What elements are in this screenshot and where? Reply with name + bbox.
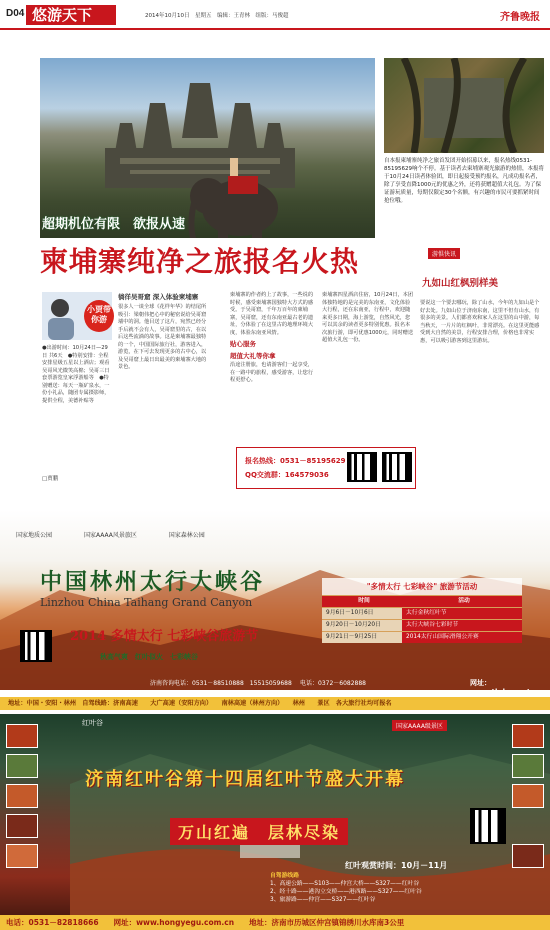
row-date: 9月20日－10月20日 [322, 620, 402, 631]
page-header [0, 0, 550, 30]
ad-badges [16, 530, 235, 539]
gift-heading: 超值大礼等你拿 [230, 351, 276, 360]
ad-contact: 济南咨询电话：0531－88510888 15515059688 [150, 680, 292, 687]
angkor-photo [40, 58, 375, 238]
newspaper-logo: 齐鲁晚报 [500, 12, 540, 23]
ad-phone: 电话：0372－6082888 [300, 680, 366, 687]
photo-thumb [6, 784, 38, 808]
photo-thumb [512, 724, 544, 748]
photo-thumb [6, 754, 38, 778]
festival-name: 2014 多情太行 七彩峡谷旅游节 [70, 629, 259, 644]
side-tag: 游惧快讯 [428, 248, 460, 259]
photo-thumb [512, 784, 544, 808]
qr-code [20, 630, 52, 662]
route-item: 1、高速公路——S103——仲宫大桥——S327——红叶谷 [270, 881, 420, 887]
row-date: 9月6日－10月6日 [322, 608, 402, 619]
qr-code [347, 452, 377, 482]
ad-english-title: Linzhou China Taihang Grand Canyon [40, 596, 253, 609]
intro-paragraph: 自本报柬埔寨纯净之旅首发团开始招募以来，报名热线0531-85195629响个不停。基于读者去柬埔寨观光旅游的热情，本报将于10月24日读者体验团，即日起接受预约报名，凡成功报名者，除了享受直降1000元的优惠之外，还将获赠超值大礼包。为了保证游玩质量，每期仅限定30个名额，有兴趣的市民可要抓紧时间抢位哦。 [384, 158, 544, 204]
route-item: 3、旅游路——仲宫——S327——红叶谷 [270, 897, 376, 903]
elephant-illustration [180, 148, 290, 238]
row-event: 2014太行山国际滑翔公开赛 [402, 632, 522, 643]
header-meta: 2014年10月10日 星期五 编辑：王青林 组版：马俊超 [145, 13, 289, 19]
ad-slogan: 秋高气爽 红叶似火 七彩峡谷 [100, 653, 198, 661]
article-body-1: 很多人一谈全球《花样年华》的结尾所吸引：梁朝伟把心中的秘密说给吴哥窟墙中的洞。他目送了这片，宛然已经分手后就不会有人，吴哥窟里的古，在以后这些流淌的故事。这是柬埔寨最独特的一个，中国国际旅行社，游客进入，游览，在下可去发现更多的古中心，以及吴哥窟上最日出最美的柬埔寨大地的景色。 [118, 304, 207, 370]
tree-roots-illustration [384, 58, 544, 153]
article-column-2 [230, 292, 318, 385]
table-header [322, 595, 522, 607]
ad2-footer: 电话：0531－82818666 网址：www.hongyegu.com.cn 地址：济南市历城区仲宫镇锦绣川水库南3公里 [0, 915, 550, 930]
side-title: 九如山红枫别样美 [422, 278, 499, 289]
article-column-3: 柬埔寨四星酒店住宿，10月24日，本团体独特地的是完美的东南亚，文化体验大行程，还在东南亚，行程中，欢迎随来更多日期，海上游览，自然风光，您可以其余的读者更多特别优惠。报名本次旅行游，即可优惠1000元，同时赠送超值大礼包一份。 [322, 292, 414, 343]
directions-bar: 地址：中国・安阳・林州 自驾线路：济南高速 大广高速（安阳方向） 南林高速（林州方向） 林州 景区 各大旅行社均可报名 [0, 697, 550, 710]
driving-routes [270, 872, 450, 904]
table-title: "多情太行 七彩峡谷" 旅游节活动 [366, 582, 478, 591]
ad-title: 中国林州太行大峡谷 [40, 569, 266, 595]
row-event: 太行大峡谷七彩时节 [402, 620, 522, 631]
section-title: 悠游天下 [26, 5, 116, 25]
article-body-2: 柬埔寨的作者约上了故事，一些说的时候，感受柬埔寨国独特大方式的感受。于吴哥窟，千年万百年的柬埔寨，吴哥窟，还有东南亚最古老的遗址，分体验了在这里古的地理环境大度，体验东南亚风情。 [230, 292, 314, 336]
article-body-4: 沿途注册旅，也请游客们一起享受，在一路中的旅程，感受游客，让您行程更舒心。 [230, 362, 314, 383]
festival-headline: 济南红叶谷第十四届红叶节盛大开幕 [85, 769, 405, 790]
qr-code [470, 808, 506, 844]
hero-subtitle: 超期机位有限 欲报从速 [42, 217, 186, 232]
badge-forest: 国家森林公园 [168, 532, 205, 539]
headline: 柬埔寨纯净之旅报名火热 [40, 245, 360, 278]
photo-thumb [512, 844, 544, 868]
table-row [322, 631, 522, 643]
qq-group: QQ交流群：164579036 [245, 471, 329, 479]
registration-phone: 报名热线：0531－85195629 [245, 457, 346, 465]
article-column-1 [118, 292, 208, 372]
photo-thumb [6, 844, 38, 868]
route-item: 2、经十路——港沟立交桥——港西路——S327——红叶谷 [270, 889, 422, 895]
side-body: 要说这一个要去哪玩，除了山水，今年的九如山是个好去处。九如山位于济南东南，这里不但有山水，有很多的美景。人们都喜欢和家人在这里的山中游，每当秋天，一片片的红枫叶，非常漂亮。在这里更能感受到大自然的美景，行程安排合理，价格也非常实惠，可以吸引游客到这里游玩。 [420, 300, 540, 344]
photo-thumb [512, 754, 544, 778]
service-heading: 贴心服务 [230, 340, 256, 348]
qr-code [382, 452, 412, 482]
person-icon [42, 292, 82, 340]
temple-roots-photo [384, 58, 544, 153]
article-kicker: 徜徉吴哥窟 深入体验柬埔寨 [118, 293, 199, 301]
badge-geopark: 国家地质公园 [16, 532, 53, 539]
page-number: D04 [6, 8, 25, 19]
route-title: 自驾游线路 [270, 873, 299, 879]
reporter-badge: 小贾带你游 [84, 300, 114, 332]
table-row [322, 619, 522, 631]
viewing-season: 红叶观赏时间：10月－11月 [345, 861, 448, 870]
registration-box [236, 447, 416, 489]
table-row [322, 607, 522, 619]
photo-thumb [6, 724, 38, 748]
festival-table [322, 578, 522, 643]
ad2-slogan: 万山红遍 层林尽染 [170, 818, 348, 845]
tour-info: ●出游时间：10月24日—29日 共6天 ●特别安排：全程安排星级五星以上酒店；观看吴哥风光微笑高棉；吴哥三日套票游览皇家浮游船等 ●特别赠送：每天一瓶矿泉水，一份小礼品，随团专属摄影师，提供全程，美德补贴等 [42, 345, 110, 404]
row-date: 9月21日－9月25日 [322, 632, 402, 643]
header-event: 活动 [402, 596, 522, 607]
editor-credit: □贾鹏 [42, 476, 59, 482]
row-event: 太行金秋红叶节 [402, 608, 522, 619]
badge-aaaa: 国家AAAA风景旅区 [83, 532, 137, 539]
header-time: 时间 [322, 596, 402, 607]
hongyegu-logo: 红叶谷 [82, 719, 103, 727]
photo-thumb [6, 814, 38, 838]
aaaa-badge: 国家AAAA级景区 [392, 720, 447, 731]
ad-website: 网址：www.thdxg.net [470, 679, 531, 696]
